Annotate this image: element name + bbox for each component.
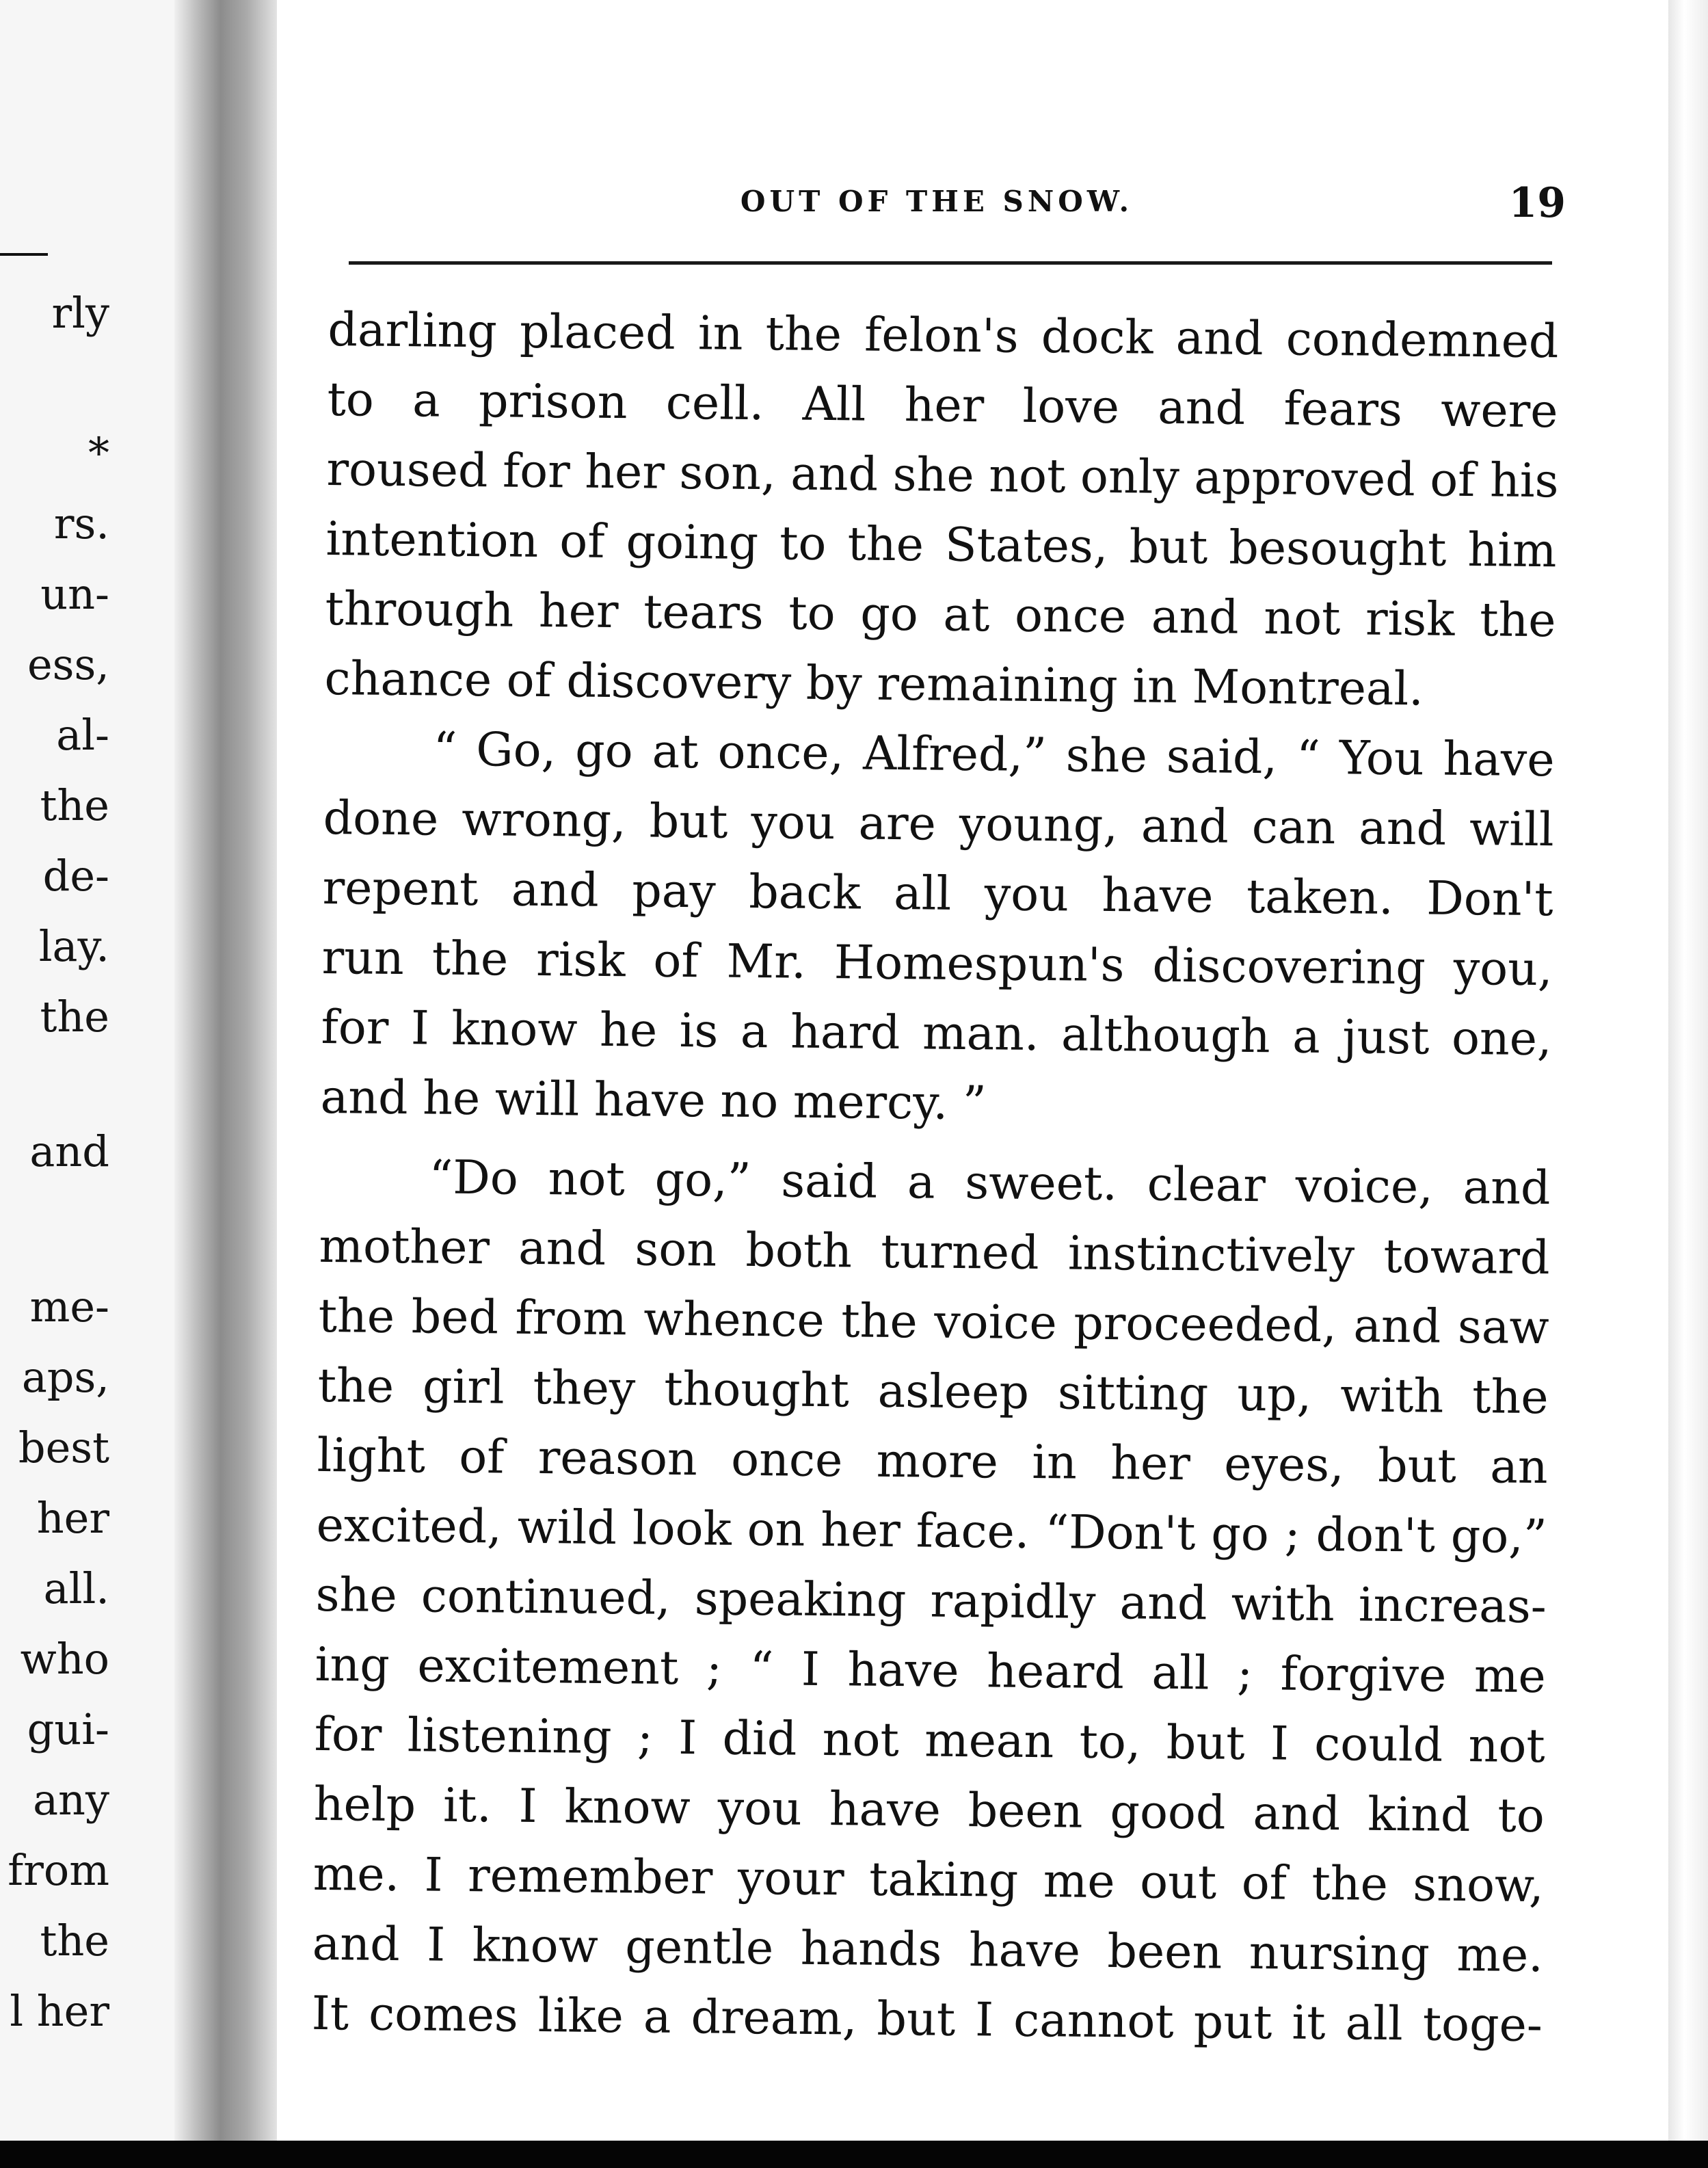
previous-page	[0, 0, 181, 2141]
previous-page-fragment: *	[88, 428, 109, 478]
previous-page-fragment: lay.	[38, 921, 109, 971]
text-line: the girl they thought asleep sitting up, with the	[317, 1358, 1549, 1425]
previous-page-fragment: any	[33, 1775, 109, 1825]
scan-border	[0, 2141, 1708, 2168]
previous-page-fragment: l her	[10, 1986, 109, 2036]
previous-page-rule	[0, 253, 48, 256]
page-edge	[1668, 0, 1708, 2141]
text-line: for I know he is a hard man. although a just one,	[321, 1000, 1553, 1067]
page-number: 19	[1508, 179, 1566, 227]
text-line: done wrong, but you are young, and can and will	[323, 791, 1554, 858]
previous-page-fragment: aps,	[21, 1352, 109, 1402]
previous-page-fragment: rly	[51, 288, 109, 338]
text-line: excited, wild look on her face. “Don't go ; don't go,”	[316, 1498, 1548, 1565]
text-line: “Do not go,” said a sweet. clear voice, and	[429, 1150, 1551, 1216]
text-line: roused for her son, and she not only approved of his	[326, 442, 1559, 509]
text-line: the bed from whence the voice proceeded, and saw	[318, 1288, 1549, 1356]
previous-page-fragment: ess,	[27, 639, 109, 689]
book-fold-shadow	[174, 0, 277, 2141]
previous-page-fragment: de-	[42, 851, 109, 901]
previous-page-fragment: and	[29, 1126, 109, 1176]
text-line: help it. I know you have been good and kind to	[313, 1777, 1545, 1844]
text-line: me. I remember your taking me out of the snow,	[312, 1847, 1545, 1914]
text-line: light of reason once more in her eyes, but an	[317, 1428, 1549, 1495]
text-line: “ Go, go at once, Alfred,” she said, “ You have	[433, 722, 1555, 788]
previous-page-fragment: the	[40, 780, 109, 830]
text-line: It comes like a dream, but I cannot put it all toge-	[311, 1986, 1543, 2053]
running-title: OUT OF THE SNOW.	[740, 185, 1134, 218]
previous-page-fragment: the	[40, 1916, 109, 1966]
text-line: darling placed in the felon's dock and condemned	[328, 302, 1559, 369]
text-line: through her tears to go at once and not risk the	[325, 581, 1556, 648]
previous-page-fragment: un-	[40, 569, 109, 619]
previous-page-fragment: who	[20, 1634, 109, 1684]
body-text	[311, 295, 1559, 2061]
previous-page-fragment: gui-	[27, 1704, 109, 1754]
previous-page-fragment: rs.	[53, 499, 109, 548]
text-line: to a prison cell. All her love and fears were	[327, 372, 1558, 439]
text-line: and he will have no mercy. ”	[320, 1070, 987, 1131]
text-line: mother and son both turned instinctively toward	[319, 1219, 1550, 1286]
previous-page-fragment: al-	[56, 710, 109, 760]
previous-page-fragment: her	[36, 1493, 109, 1543]
previous-page-fragment: from	[8, 1845, 109, 1895]
previous-page-fragment: the	[40, 992, 109, 1042]
previous-page-fragment: best	[18, 1423, 109, 1472]
text-line: and I know gentle hands have been nursing me.	[312, 1916, 1544, 1983]
previous-page-fragment: all.	[43, 1563, 109, 1613]
header-rule	[349, 261, 1552, 265]
text-line: for listening ; I did not mean to, but I could not	[314, 1707, 1546, 1774]
text-line: repent and pay back all you have taken. Don't	[322, 860, 1553, 927]
text-line: run the risk of Mr. Homespun's discovering you,	[321, 930, 1553, 997]
text-line: chance of discovery by remaining in Montreal.	[324, 651, 1424, 717]
text-line: intention of going to the States, but besought him	[325, 512, 1557, 579]
previous-page-fragment: me-	[29, 1282, 109, 1332]
text-line: she continued, speaking rapidly and with increas-	[315, 1568, 1547, 1635]
text-line: ing excitement ; “ I have heard all ; forgive me	[315, 1637, 1547, 1704]
